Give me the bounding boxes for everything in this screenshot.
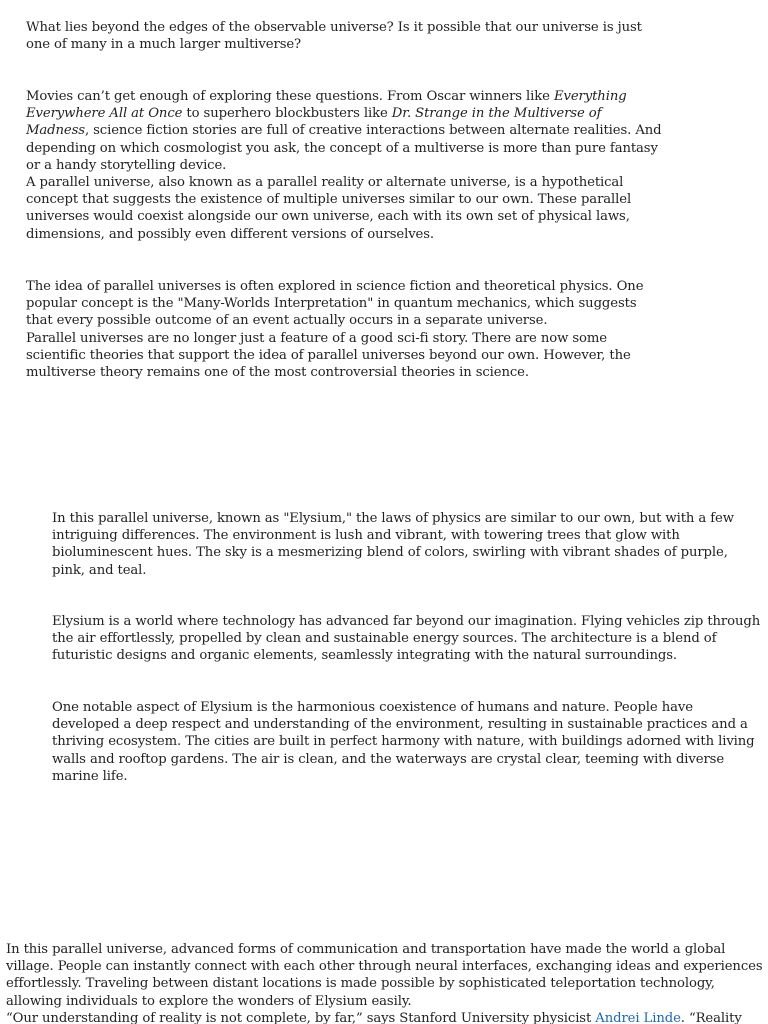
intro-paragraph: What lies beyond the edges of the observable universe? Is it possible that our universe is just one of many in a much larger multiverse? <box>26 20 642 53</box>
elysium-environment-paragraph: In this parallel universe, known as "Elysium," the laws of physics are similar to our own, but with a few intriguing differences. The environment is lush and vibrant, with towering trees that glow with bioluminescent hues. The sky is a mesmerizing blend of colors, swirling with vibrant shades of purple, pink, and teal. <box>52 511 734 578</box>
movies-section <box>26 88 662 243</box>
definition-paragraph: A parallel universe, also known as a parallel reality or alternate universe, is a hypothetical concept that suggests the existence of multiple universes similar to our own. These parallel universes would coexist alongside our own universe, each with its own set of physical laws, dimensions, and possibly even different versions of ourselves. <box>26 175 632 242</box>
intro-section <box>26 19 662 53</box>
andrei-linde-link[interactable]: Andrei Linde <box>595 1010 681 1024</box>
many-worlds-paragraph: The idea of parallel universes is often explored in science fiction and theoretical physics. One popular concept is the "Many-Worlds Interpretation" in quantum mechanics, which suggests that every possible outcome of an event actually occurs in a separate universe. <box>26 279 644 329</box>
quote-text-a: “Our understanding of reality is not complete, by far,” says Stanford University physicist <box>6 1010 596 1024</box>
movies-text-c: , science fiction stories are full of creative interactions between alternate realities. And depending on which cosmologist you ask, the concept of a multiverse is more than pure fantasy or a handy storytelling device. <box>26 123 662 173</box>
film-title-everything: Everything Everywhere All at Once <box>26 89 627 122</box>
elysium-section-3 <box>52 699 762 785</box>
controversy-paragraph: Parallel universes are no longer just a feature of a good sci-fi story. There are now some scientific theories that support the idea of parallel universes beyond our own. However, the multiverse theory remains one of the most controversial theories in science. <box>26 330 631 381</box>
film-title-dr-strange: Dr. Strange in the Multiverse of Madness <box>26 106 602 139</box>
communication-paragraph: In this parallel universe, advanced forms of communication and transportation have made the world a global village. People can instantly connect with each other through neural interfaces, exchanging ideas and experiences effortlessly. Traveling between distant locations is made possible by sophisticated teleportation technology, allowing individuals to explore the wonders of Elysium easily. <box>6 942 763 1009</box>
communication-section <box>6 941 766 1024</box>
quote-paragraph <box>6 1010 766 1024</box>
elysium-nature-paragraph: One notable aspect of Elysium is the harmonious coexistence of humans and nature. People have developed a deep respect and understanding of the environment, resulting in sustainable practices and a thriving ecosystem. The cities are built in perfect harmony with nature, with buildings adorned with living walls and rooftop gardens. The air is clean, and the waterways are crystal clear, teeming with diverse marine life. <box>52 700 755 784</box>
elysium-technology-paragraph: Elysium is a world where technology has advanced far beyond our imagination. Flying vehicles zip through the air effortlessly, propelled by clean and sustainable energy sources. The architecture is a blend of futuristic designs and organic elements, seamlessly integrating with the natural surroundings. <box>52 614 761 664</box>
elysium-section-2 <box>52 613 762 665</box>
movies-text-b: to superhero blockbusters like <box>182 106 392 122</box>
movies-paragraph <box>26 88 662 174</box>
movies-text-a: Movies can’t get enough of exploring these questions. From Oscar winners like <box>26 89 554 104</box>
theory-section <box>26 278 662 381</box>
quote-text-b: . “Reality <box>680 1010 742 1024</box>
elysium-section-1 <box>52 510 762 579</box>
